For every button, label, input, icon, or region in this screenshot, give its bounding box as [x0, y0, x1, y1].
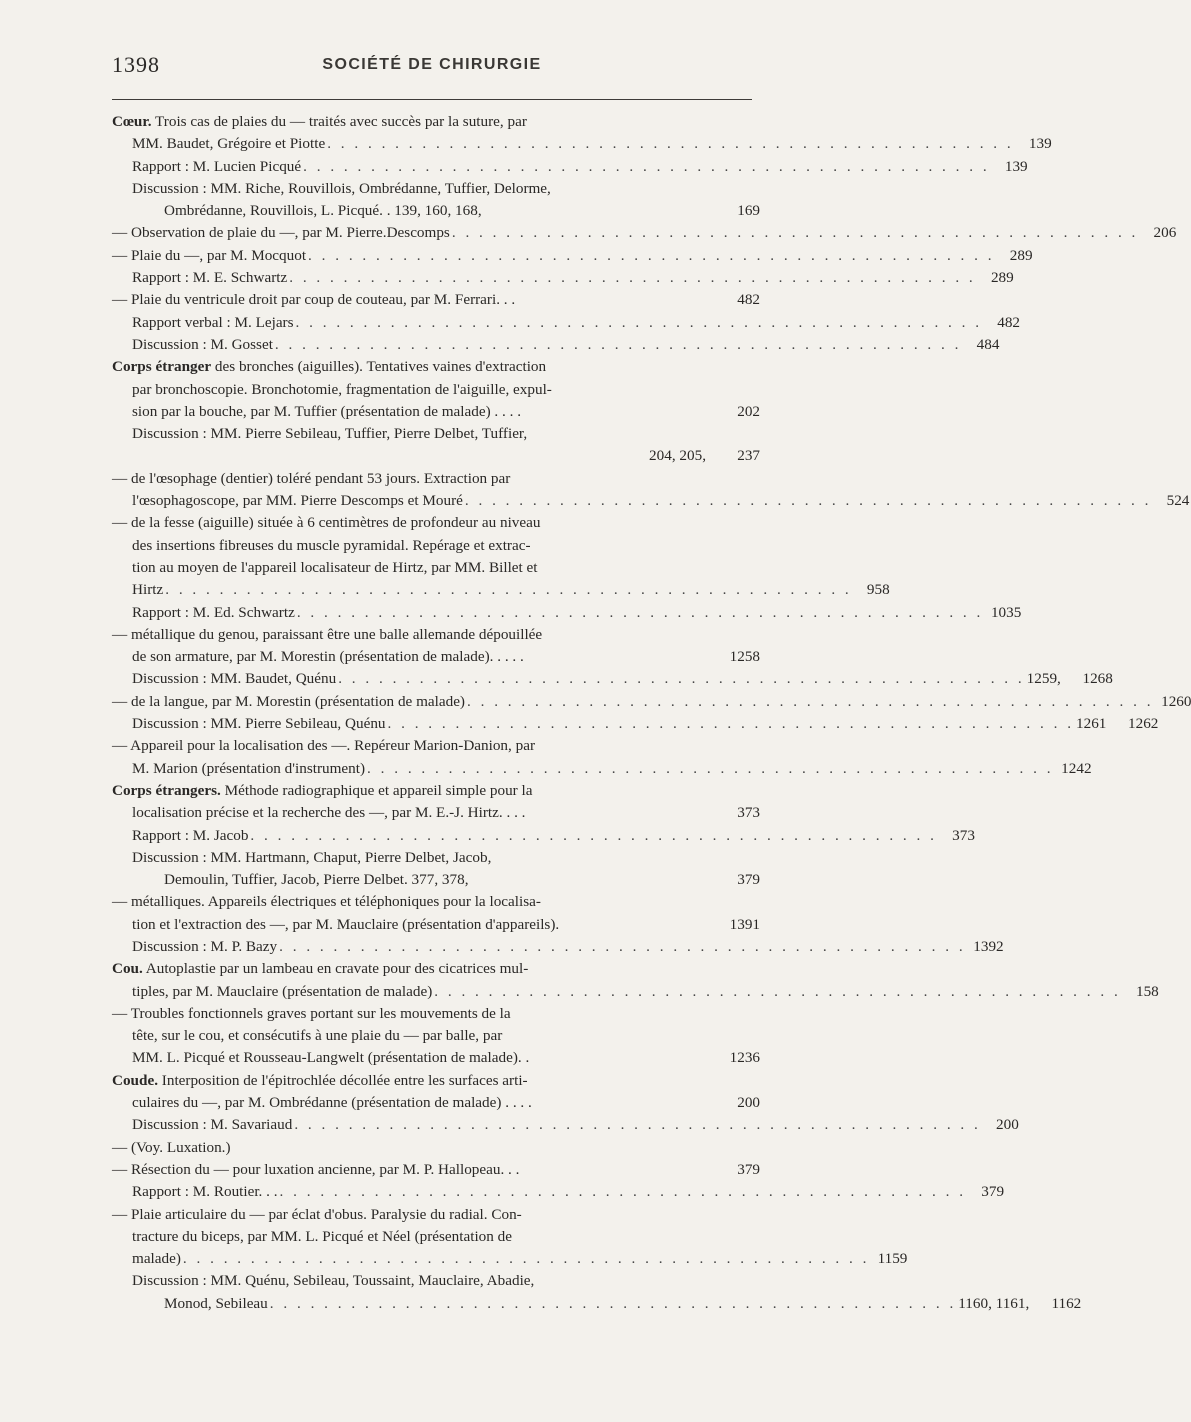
index-line-text: tracture du biceps, par MM. L. Picqué et Néel (présentation de — [132, 1227, 512, 1245]
index-line — [112, 1003, 760, 1025]
page-reference: 139 — [1028, 135, 1052, 153]
index-line — [112, 156, 1028, 178]
index-line-text: Discussion : MM. Baudet, Quénu — [132, 670, 337, 688]
spacer — [515, 289, 722, 311]
index-line — [112, 780, 760, 802]
index-line-text: — de la langue, par M. Morestin (présentation de malade) — [112, 692, 465, 710]
index-line — [112, 1248, 908, 1270]
index-line-text: Coude. Interposition de l'épitrochlée décollée entre les surfaces arti- — [112, 1071, 528, 1089]
index-line — [112, 825, 975, 847]
index-line — [112, 936, 1004, 958]
index-line — [112, 1204, 760, 1226]
dot-leader: . . . . . . . . . . . . . . . . . . . . . . . . . . . . . . . . . . . . . . . . . . . . . . . . . . . — [367, 759, 1054, 777]
index-line — [112, 981, 1159, 1003]
page-reference: 379 — [737, 871, 760, 889]
index-line-text: Rapport : M. Ed. Schwartz — [132, 603, 295, 621]
index-line — [112, 401, 760, 423]
index-line — [112, 222, 1177, 244]
dot-leader: . . . . . . . . . . . . . . . . . . . . . . . . . . . . . . . . . . . . . . . . . . . . . . . . . . . — [182, 1250, 870, 1268]
index-line-text: 204, 205, — [649, 447, 706, 465]
page-reference: 1159 — [877, 1250, 908, 1268]
page-reference: 158 — [1135, 982, 1159, 1000]
spacer — [524, 646, 722, 668]
page-reference: 1268 — [1082, 670, 1113, 688]
index-line — [112, 869, 760, 891]
running-head: SOCIÉTÉ DE CHIRURGIE — [322, 56, 542, 73]
dot-leader: . . . . . . . . . . . . . . . . . . . . . . . . . . . . . . . . . . . . . . . . . . . . . . . . . . . — [165, 581, 852, 599]
page-reference: 379 — [981, 1183, 1005, 1201]
index-line-text: — Résection du — pour luxation ancienne, par M. P. Hallopeau. . . — [112, 1160, 520, 1178]
index-line — [112, 958, 760, 980]
spacer — [482, 200, 722, 222]
index-line — [112, 512, 760, 534]
index-line-text: — Appareil pour la localisation des —. Repéreur Marion-Danion, par — [112, 737, 536, 755]
index-line-text: Discussion : M. P. Bazy — [132, 937, 278, 955]
page-reference: 1260 — [1161, 692, 1191, 710]
page-reference: 1162 — [1051, 1294, 1082, 1312]
index-line — [112, 1293, 1082, 1315]
index-line — [112, 267, 1014, 289]
index-line-text: M. Marion (présentation d'instrument) — [132, 759, 366, 777]
index-entries — [112, 111, 1191, 1315]
index-line — [112, 691, 1191, 713]
index-line-text: — métallique du genou, paraissant être une balle allemande dépouillée — [112, 625, 543, 643]
index-line — [112, 490, 1190, 512]
spacer — [525, 802, 722, 824]
index-line-text: sion par la bouche, par M. Tuffier (présentation de malade) . . . . — [132, 402, 522, 420]
dot-leader: . . . . . . . . . . . . . . . . . . . . . . . . . . . . . . . . . . . . . . . . . . . . . . . . . . . — [451, 224, 1139, 242]
index-line-text: Rapport : M. E. Schwartz — [132, 269, 288, 287]
spacer — [519, 1159, 722, 1181]
page-reference: 289 — [990, 269, 1014, 287]
dot-leader: . . . . . . . . . . . . . . . . . . . . . . . . . . . . . . . . . . . . . . . . . . . . . . . . . . . — [296, 603, 984, 621]
index-line — [112, 289, 760, 311]
index-line — [112, 735, 760, 757]
index-line-text: Rapport : M. Routier. . . — [132, 1183, 278, 1201]
dot-leader: . . . . . . . . . . . . . . . . . . . . . . . . . . . . . . . . . . . . . . . . . . . . . . . . . . . — [434, 982, 1121, 1000]
page-reference: 1258 — [729, 648, 760, 666]
index-heading: Corps étranger — [112, 358, 212, 376]
page-reference: 1035 — [990, 603, 1022, 621]
index-heading: Coude. — [112, 1071, 158, 1089]
index-line — [112, 602, 1022, 624]
page-reference: 1392 — [973, 937, 1004, 955]
index-line-text: MM. Baudet, Grégoire et Piotte — [132, 135, 326, 153]
dot-leader: . . . . . . . . . . . . . . . . . . . . . . . . . . . . . . . . . . . . . . . . . . . . . . . . . . . — [294, 1116, 981, 1134]
index-line-text: Discussion : MM. Quénu, Sebileau, Toussaint, Mauclaire, Abadie, — [132, 1272, 535, 1290]
index-line — [112, 1226, 760, 1248]
page-reference: 379 — [737, 1160, 760, 1178]
page-reference: 206 — [1153, 224, 1177, 242]
index-line — [112, 802, 760, 824]
index-line — [112, 579, 890, 601]
dot-leader: . . . . . . . . . . . . . . . . . . . . . . . . . . . . . . . . . . . . . . . . . . . . . . . . . . . — [327, 135, 1014, 153]
index-line — [112, 668, 1113, 690]
page-reference: 482 — [737, 291, 760, 309]
spacer — [706, 445, 722, 467]
page-reference: 373 — [952, 826, 975, 844]
page-reference: 1262 — [1128, 715, 1159, 733]
index-line-text: Monod, Sebileau — [164, 1294, 268, 1312]
index-line — [112, 1070, 760, 1092]
index-line — [112, 847, 760, 869]
index-line — [112, 133, 1052, 155]
index-line-text: Corps étranger des bronches (aiguilles). Tentatives vaines d'extraction — [112, 358, 547, 376]
index-line-text: — de la fesse (aiguille) située à 6 centimètres de profondeur au niveau — [112, 514, 541, 532]
index-line-text: par bronchoscopie. Bronchotomie, fragmentation de l'aiguille, expul- — [132, 380, 552, 398]
page-reference: 1391 — [729, 915, 760, 933]
page-reference: 237 — [737, 447, 760, 465]
index-line — [112, 312, 1021, 334]
index-line — [112, 245, 1033, 267]
index-line — [112, 334, 1000, 356]
index-line-text: localisation précise et la recherche des —, par M. E.-J. Hirtz. . . . — [132, 804, 526, 822]
index-line-text: — Plaie articulaire du — par éclat d'obus. Paralysie du radial. Con- — [112, 1205, 522, 1223]
index-line-text: — métalliques. Appareils électriques et téléphoniques pour la localisa- — [112, 893, 541, 911]
page-number: 1398 — [112, 52, 160, 77]
index-line-text: — Plaie du ventricule droit par coup de couteau, par M. Ferrari. . . — [112, 291, 516, 309]
index-line — [112, 1159, 760, 1181]
index-line-text: culaires du —, par M. Ombrédanne (présentation de malade) . . . . — [132, 1094, 532, 1112]
page-header — [112, 52, 752, 92]
dot-leader: . . . . . . . . . . . . . . . . . . . . . . . . . . . . . . . . . . . . . . . . . . . . . . . . . . . — [295, 313, 983, 331]
index-line — [112, 914, 760, 936]
page-reference: 200 — [737, 1094, 760, 1112]
index-line-text: — Plaie du —, par M. Mocquot — [112, 246, 307, 264]
dot-leader: . . . . . . . . . . . . . . . . . . . . . . . . . . . . . . . . . . . . . . . . . . . . . . . . . . . — [289, 269, 976, 287]
index-line — [112, 178, 760, 200]
index-line — [112, 624, 760, 646]
index-line-text: — de l'œsophage (dentier) toléré pendant 53 jours. Extraction par — [112, 469, 511, 487]
page-reference: 1236 — [729, 1049, 760, 1067]
index-line-text: — Troubles fonctionnels graves portant sur les mouvements de la — [112, 1004, 511, 1022]
dot-leader: . . . . . . . . . . . . . . . . . . . . . . . . . . . . . . . . . . . . . . . . . . . . . . . . . . . — [274, 335, 962, 353]
index-line — [112, 379, 760, 401]
index-heading: Cou. — [112, 960, 143, 978]
page-reference: 1259, — [1026, 670, 1061, 688]
index-line-text: Discussion : MM. Riche, Rouvillois, Ombrédanne, Tuffier, Delorme, — [132, 179, 551, 197]
index-line-text: Rapport : M. Jacob — [132, 826, 249, 844]
page-reference: 1160, 1161, — [958, 1294, 1030, 1312]
header-rule — [112, 99, 752, 100]
dot-leader: . . . . . . . . . . . . . . . . . . . . . . . . . . . . . . . . . . . . . . . . . . . . . . . . . . . — [279, 937, 966, 955]
page-reference: 289 — [1009, 246, 1033, 264]
spacer — [532, 1092, 722, 1114]
index-line-text: Discussion : MM. Hartmann, Chaput, Pierre Delbet, Jacob, — [132, 848, 492, 866]
index-line — [112, 356, 760, 378]
index-line-text: Discussion : M. Gosset — [132, 335, 273, 353]
index-line — [112, 535, 760, 557]
dot-leader: . . . . . . . . . . . . . . . . . . . . . . . . . . . . . . . . . . . . . . . . . . . . . . . . . . . — [250, 826, 937, 844]
index-line-text: Cou. Autoplastie par un lambeau en cravate pour des cicatrices mul- — [112, 960, 529, 978]
index-line — [112, 1114, 1019, 1136]
index-line — [112, 557, 760, 579]
index-heading: Corps étrangers. — [112, 781, 221, 799]
index-line-text: Rapport verbal : M. Lejars — [132, 313, 294, 331]
index-line — [112, 111, 760, 133]
index-line — [112, 891, 760, 913]
page-reference: 200 — [996, 1116, 1019, 1134]
page-reference: 169 — [737, 202, 760, 220]
index-line-text: Discussion : MM. Pierre Sebileau, Tuffier, Pierre Delbet, Tuffier, — [132, 425, 528, 443]
index-line — [112, 758, 1092, 780]
index-line — [112, 468, 760, 490]
index-line-text: tion et l'extraction des —, par M. Mauclaire (présentation d'appareils). — [132, 915, 560, 933]
dot-leader: . . . . . . . . . . . . . . . . . . . . . . . . . . . . . . . . . . . . . . . . . . . . . . . . . . . — [308, 246, 995, 264]
index-line — [112, 1137, 760, 1159]
index-line-text: l'œsophagoscope, par MM. Pierre Descomps et Mouré — [132, 492, 463, 510]
page-reference: 958 — [866, 581, 890, 599]
index-line-text: — (Voy. Luxation.) — [112, 1138, 231, 1156]
index-line — [112, 713, 1159, 735]
page-reference: 139 — [1004, 157, 1028, 175]
page-reference: 1242 — [1061, 759, 1092, 777]
index-line-text: Discussion : M. Savariaud — [132, 1116, 293, 1134]
dot-leader: . . . . . . . . . . . . . . . . . . . . . . . . . . . . . . . . . . . . . . . . . . . . . . . . . . . — [279, 1183, 967, 1201]
dot-leader: . . . . . . . . . . . . . . . . . . . . . . . . . . . . . . . . . . . . . . . . . . . . . . . . . . . — [467, 692, 1154, 710]
spacer — [469, 869, 722, 891]
index-line — [112, 200, 760, 222]
index-line-text: tiples, par M. Mauclaire (présentation de malade) — [132, 982, 433, 1000]
dot-leader: . . . . . . . . . . . . . . . . . . . . . . . . . . . . . . . . . . . . . . . . . . . . . . . . . . . — [387, 715, 1074, 733]
index-heading: Cœur. — [112, 113, 152, 130]
dot-leader: . . . . . . . . . . . . . . . . . . . . . . . . . . . . . . . . . . . . . . . . . . . . . . . . . . . — [303, 157, 990, 175]
dot-leader: . . . . . . . . . . . . . . . . . . . . . . . . . . . . . . . . . . . . . . . . . . . . . . . . . . . — [269, 1294, 957, 1312]
index-line-text: Discussion : MM. Pierre Sebileau, Quénu — [132, 715, 386, 733]
index-line — [112, 445, 760, 467]
index-line — [112, 1270, 760, 1292]
index-line-text: Corps étrangers. Méthode radiographique et appareil simple pour la — [112, 781, 533, 799]
dot-leader: . . . . . . . . . . . . . . . . . . . . . . . . . . . . . . . . . . . . . . . . . . . . . . . . . . . — [464, 492, 1152, 510]
index-line-text: MM. L. Picqué et Rousseau-Langwelt (présentation de malade). . — [132, 1049, 530, 1067]
index-line — [112, 1025, 760, 1047]
index-line-text: — Observation de plaie du —, par M. Pierre.Descomps — [112, 224, 450, 242]
page-reference: 373 — [737, 804, 760, 822]
index-line-text: tion au moyen de l'appareil localisateur de Hirtz, par MM. Billet et — [132, 558, 538, 576]
index-line-text: Rapport : M. Lucien Picqué — [132, 157, 302, 175]
index-line-text: de son armature, par M. Morestin (présentation de malade). . . . . — [132, 648, 524, 666]
index-line — [112, 1181, 1005, 1203]
index-line-text: malade) — [132, 1250, 181, 1268]
page-reference: 524 — [1166, 492, 1190, 510]
index-line-text: Ombrédanne, Rouvillois, L. Picqué. . 139, 160, 168, — [164, 202, 482, 220]
index-line — [112, 1047, 760, 1069]
index-line-text: tête, sur le cou, et consécutifs à une plaie du — par balle, par — [132, 1027, 503, 1045]
index-line-text: des insertions fibreuses du muscle pyramidal. Repérage et extrac- — [132, 536, 531, 554]
page-reference: 482 — [997, 313, 1021, 331]
page-reference: 202 — [737, 402, 760, 420]
index-line — [112, 646, 760, 668]
index-line-text: Demoulin, Tuffier, Jacob, Pierre Delbet. 377, 378, — [164, 871, 469, 889]
page-reference: 484 — [976, 335, 1000, 353]
spacer — [559, 914, 722, 936]
index-line-text: Cœur. Trois cas de plaies du — traités avec succès par la suture, par — [112, 113, 527, 130]
spacer — [521, 401, 722, 423]
index-line-text: Hirtz — [132, 581, 164, 599]
dot-leader: . . . . . . . . . . . . . . . . . . . . . . . . . . . . . . . . . . . . . . . . . . . . . . . . . . . — [338, 670, 1025, 688]
page-reference: 1261 — [1076, 715, 1107, 733]
spacer — [529, 1047, 722, 1069]
index-line — [112, 1092, 760, 1114]
index-line — [112, 423, 760, 445]
